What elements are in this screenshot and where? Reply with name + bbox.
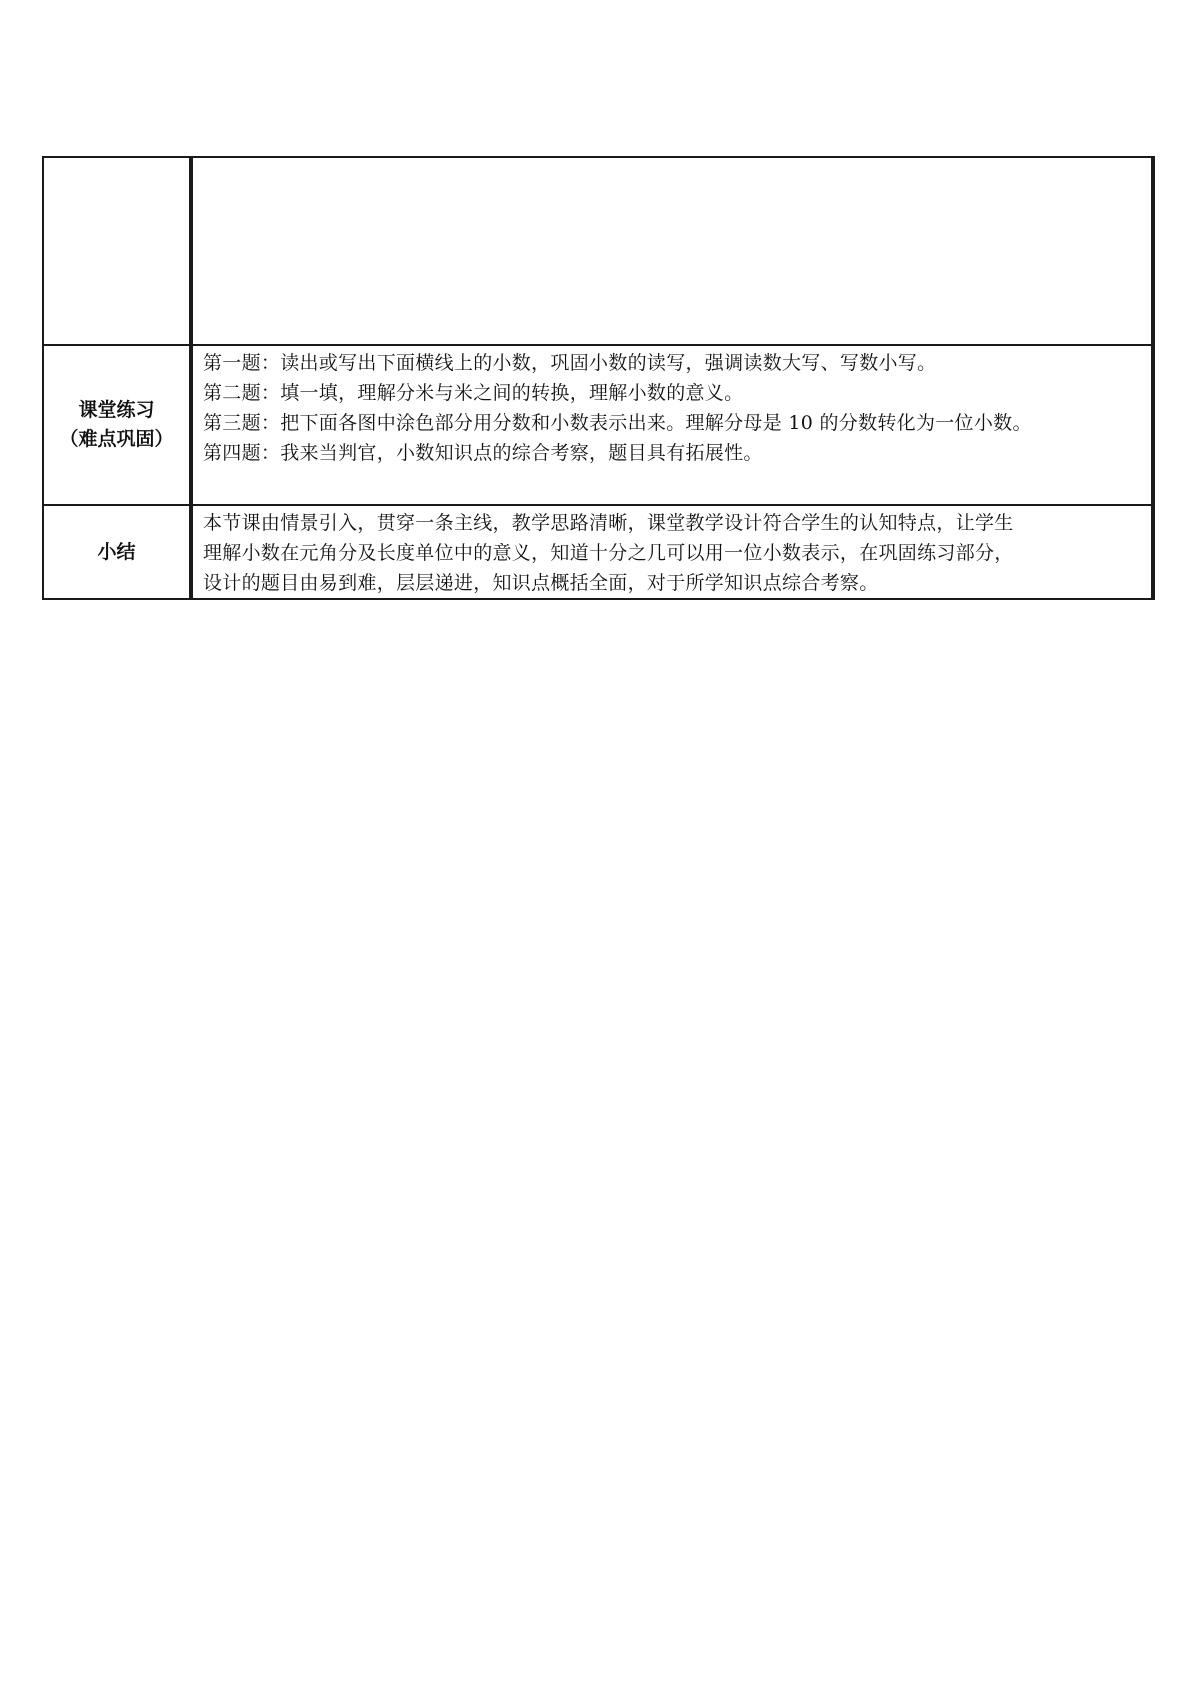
- summary-line-3: 设计的题目由易到难，层层递进，知识点概括全面，对于所学知识点综合考察。: [203, 572, 879, 594]
- practice-item-3: 第三题：把下面各图中涂色部分用分数和小数表示出来。理解分母是 10 的分数转化为一位小数。: [203, 412, 1032, 434]
- practice-item-1: 第一题：读出或写出下面横线上的小数，巩固小数的读写，强调读数大写、写数小写。: [203, 352, 937, 374]
- lesson-table: [42, 156, 1155, 600]
- summary-label: 小结: [97, 540, 136, 563]
- table-row: [43, 345, 1153, 505]
- practice-label-line-1: 课堂练习: [78, 399, 155, 421]
- row-body-empty: [191, 157, 1153, 345]
- practice-label-line-2: （难点巩固）: [59, 428, 174, 450]
- practice-item-4: 第四题：我来当判官，小数知识点的综合考察，题目具有拓展性。: [203, 442, 763, 464]
- row-body-summary: [191, 505, 1153, 599]
- practice-item-2: 第二题：填一填，理解分米与米之间的转换，理解小数的意义。: [203, 382, 744, 404]
- practice-text: [193, 346, 1151, 468]
- summary-text: [193, 506, 1151, 598]
- table-row: [43, 505, 1153, 599]
- table-row: [43, 157, 1153, 345]
- row-label-empty: [43, 157, 191, 345]
- row-label-practice: [43, 345, 191, 505]
- row-body-practice: [191, 345, 1153, 505]
- summary-line-1: 本节课由情景引入，贯穿一条主线，教学思路清晰，课堂教学设计符合学生的认知特点，让学生: [203, 512, 1014, 534]
- summary-line-2: 理解小数在元角分及长度单位中的意义，知道十分之几可以用一位小数表示，在巩固练习部分，: [203, 542, 1014, 564]
- row-label-summary: [43, 505, 191, 599]
